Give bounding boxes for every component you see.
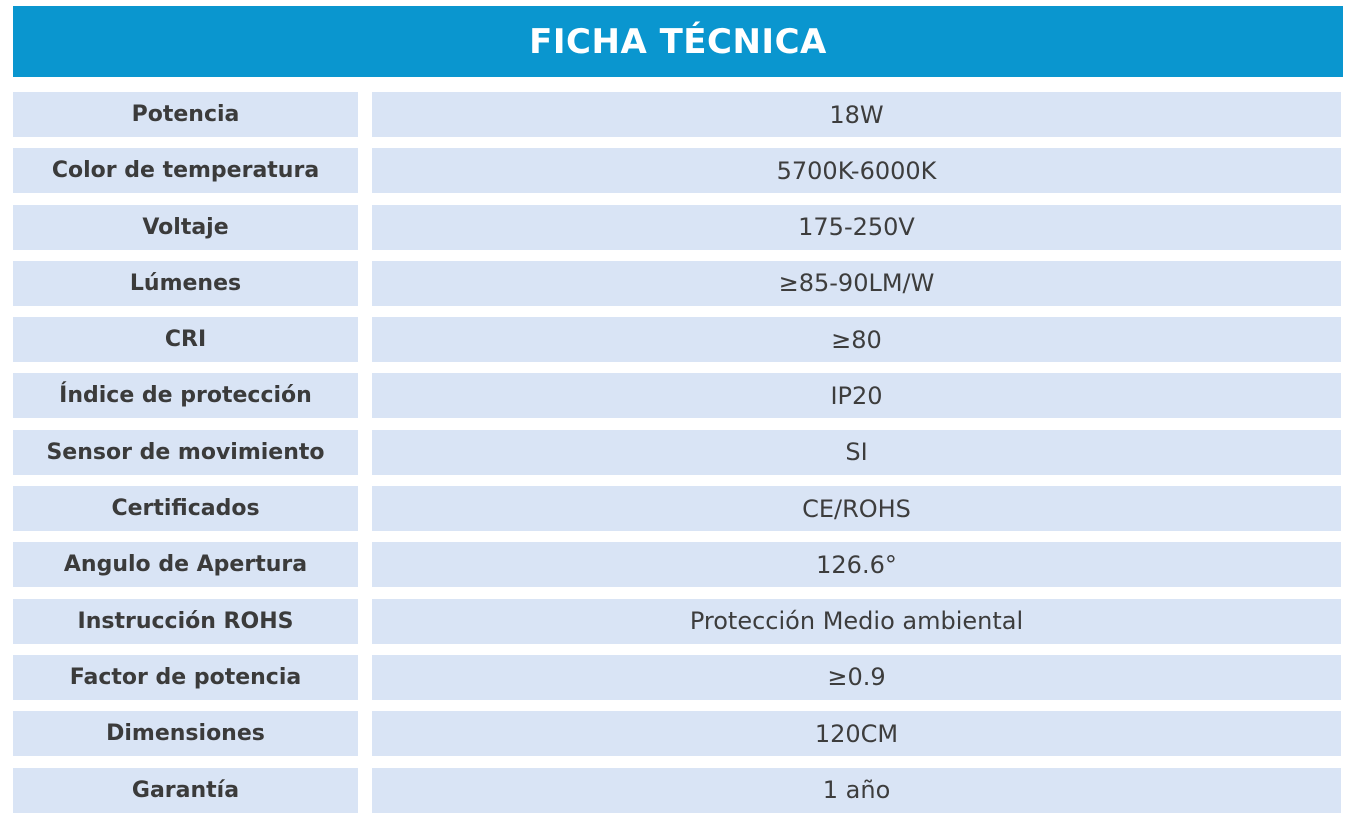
spec-row-dimensiones	[13, 711, 1343, 756]
spec-value: 175-250V	[372, 205, 1341, 250]
spec-value: 18W	[372, 92, 1341, 137]
spec-row-color-temperatura	[13, 148, 1343, 193]
spec-value: SI	[372, 430, 1341, 475]
spec-label: CRI	[13, 317, 358, 362]
spec-value: CE/ROHS	[372, 486, 1341, 531]
spec-row-factor-potencia	[13, 655, 1343, 700]
page-title: FICHA TÉCNICA	[529, 21, 827, 62]
header-bar	[13, 6, 1343, 77]
spec-value: ≥85-90LM/W	[372, 261, 1341, 306]
spec-label: Garantía	[13, 768, 358, 813]
spec-row-potencia	[13, 92, 1343, 137]
spec-label: Sensor de movimiento	[13, 430, 358, 475]
spec-value: 1 año	[372, 768, 1341, 813]
spec-value: ≥0.9	[372, 655, 1341, 700]
spec-label: Certificados	[13, 486, 358, 531]
spec-value: 120CM	[372, 711, 1341, 756]
spec-row-lumenes	[13, 261, 1343, 306]
spec-row-indice-proteccion	[13, 373, 1343, 418]
spec-label: Instrucción ROHS	[13, 599, 358, 644]
spec-row-angulo-apertura	[13, 542, 1343, 587]
spec-label: Dimensiones	[13, 711, 358, 756]
spec-row-cri	[13, 317, 1343, 362]
spec-value: 5700K-6000K	[372, 148, 1341, 193]
spec-label: Angulo de Apertura	[13, 542, 358, 587]
spec-label: Factor de potencia	[13, 655, 358, 700]
spec-label: Índice de protección	[13, 373, 358, 418]
spec-value: 126.6°	[372, 542, 1341, 587]
spec-value: ≥80	[372, 317, 1341, 362]
spec-row-sensor-movimiento	[13, 430, 1343, 475]
spec-value: Protección Medio ambiental	[372, 599, 1341, 644]
spec-row-certificados	[13, 486, 1343, 531]
spec-row-garantia	[13, 768, 1343, 813]
spec-row-voltaje	[13, 205, 1343, 250]
spec-label: Lúmenes	[13, 261, 358, 306]
spec-table	[13, 92, 1343, 824]
spec-row-instruccion-rohs	[13, 599, 1343, 644]
spec-label: Color de temperatura	[13, 148, 358, 193]
spec-label: Potencia	[13, 92, 358, 137]
spec-value: IP20	[372, 373, 1341, 418]
spec-label: Voltaje	[13, 205, 358, 250]
